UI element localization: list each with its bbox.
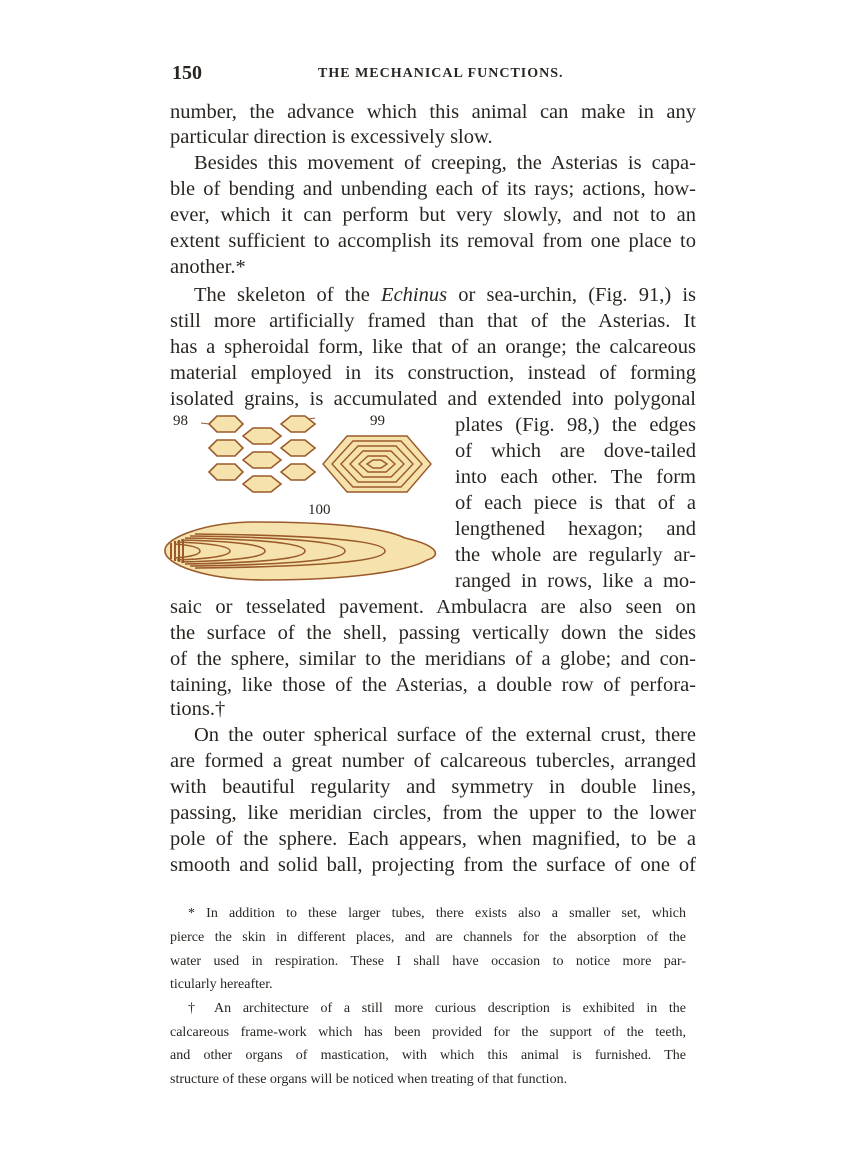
figure-group [145, 410, 447, 600]
footnote-line: * In addition to these larger tubes, there exists also a smaller set, which [188, 906, 686, 921]
figure-98-label: 98 [173, 413, 188, 429]
text-line: the whole are regularly ar- [455, 544, 696, 566]
text-line: still more artificially framed than that of the Asterias. It [170, 310, 696, 332]
text-line: with beautiful regularity and symmetry in double lines, [170, 776, 696, 798]
page-number: 150 [172, 62, 202, 84]
text-line: pole of the sphere. Each appears, when magnified, to be a [170, 828, 696, 850]
figure-100-label: 100 [308, 502, 331, 518]
footnote-line: water used in respiration. These I shall have occasion to notice more par- [170, 954, 686, 969]
text-line: particular direction is excessively slow. [170, 126, 493, 148]
text-line: On the outer spherical surface of the external crust, there [194, 724, 696, 746]
text-line: are formed a great number of calcareous tubercles, arranged [170, 750, 696, 772]
italic-genus-name: Echinus [381, 284, 448, 306]
text-line [194, 283, 696, 308]
figure-100-lengthened-plate [165, 522, 435, 580]
text-line: tions.† [170, 698, 226, 720]
figure-98-hexagon-plates [201, 416, 315, 492]
text-line: another.* [170, 256, 246, 278]
text-line: ble of bending and unbending each of its rays; actions, how- [170, 178, 696, 200]
text-segment: or sea-urchin, (Fig. 91,) is [458, 284, 697, 306]
text-line: Besides this movement of creeping, the Asterias is capa- [194, 152, 696, 174]
running-head [172, 62, 696, 84]
text-line: has a spheroidal form, like that of an orange; the calcareous [170, 336, 696, 358]
figure-99-concentric-plate [323, 436, 431, 492]
running-title: THE MECHANICAL FUNCTIONS. [318, 66, 564, 81]
text-line: ever, which it can perform but very slowly, and not to an [170, 204, 696, 226]
text-line: isolated grains, is accumulated and extended into polygonal [170, 388, 696, 410]
footnote-line: calcareous frame-work which has been provided for the support of the teeth, [170, 1025, 686, 1040]
text-line: passing, like meridian circles, from the upper to the lower [170, 802, 696, 824]
text-line: ranged in rows, like a mo- [455, 570, 696, 592]
text-line: taining, like those of the Asterias, a double row of perfora- [170, 674, 696, 696]
text-line: the surface of the shell, passing vertically down the sides [170, 622, 696, 644]
text-line: saic or tesselated pavement. Ambulacra are also seen on [170, 596, 696, 618]
footnote-line: structure of these organs will be noticed when treating of that function. [170, 1072, 568, 1087]
footnote-line: † An architecture of a still more curious description is exhibited in the [188, 1001, 686, 1016]
footnote-line: and other organs of mastication, with which this animal is furnished. The [170, 1048, 686, 1063]
text-line: of each piece is that of a [455, 492, 696, 514]
text-line: of the sphere, similar to the meridians of a globe; and con- [170, 648, 696, 670]
text-line: material employed in its construction, instead of forming [170, 362, 696, 384]
text-segment: The skeleton of the [194, 284, 370, 306]
text-line: extent sufficient to accomplish its removal from one place to [170, 230, 696, 252]
text-line: of which are dove-tailed [455, 440, 696, 462]
text-line: into each other. The form [455, 466, 696, 488]
figure-99-label: 99 [370, 413, 385, 429]
text-line: number, the advance which this animal can make in any [170, 101, 696, 123]
echinus-plates-illustration [145, 410, 447, 600]
footnote-line: ticularly hereafter. [170, 977, 273, 992]
footnote-line: pierce the skin in different places, and are channels for the absorption of the [170, 930, 686, 945]
text-line: plates (Fig. 98,) the edges [455, 414, 696, 436]
text-line: lengthened hexagon; and [455, 518, 696, 540]
text-line: smooth and solid ball, projecting from the surface of one of [170, 854, 696, 876]
